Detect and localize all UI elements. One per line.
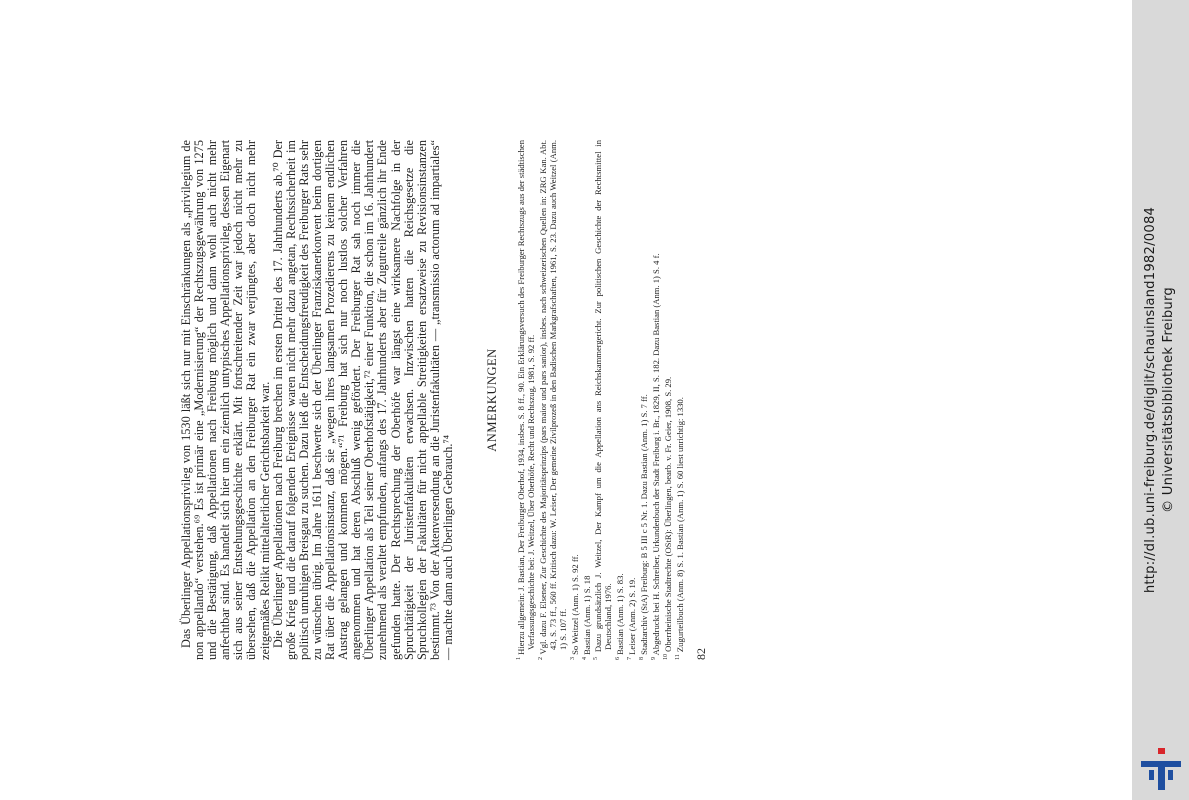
sidebar	[1132, 0, 1189, 800]
footnote: $^6$ Bastian (Anm. 1) S. 83.	[615, 573, 626, 660]
footnote: $^9$ Abgedruckt bei H. Schreiber, Urkundenbuch der Stadt Freiburg i. Br., 1829, II, S. 182. Dazu Bastian (Anm. 1) S. 4 f.	[650, 253, 661, 660]
body-paragraph-1: Das Überlinger Appellationsprivileg von 1530 läßt sich nur mit Einschränkungen als „privilegium de non appellando“ verstehen.⁶⁹ Es ist primär eine „Modernisierung“ der Rechtszugsgewährung von 1275 und die Bestätigung, daß Appellationen nach Freiburg möglich und dann wohl auch nicht mehr anfechtbar sind. Es handelt sich hier um ein ziemlich untypisches Appellationsprivileg, dessen Eigenart sich aus seiner Entstehungsgeschichte erklärt. Mit fortschreitender Zeit war jedoch nicht mehr zu übersehen, daß die Appellation an den Freiburger Rat ein zwar verjüngtes, aber doch nicht mehr zeitgemäßes Relikt mittelalterlicher Gerichtsbarkeit war.	[179, 140, 272, 660]
footnote: $^{10}$ Oberrheinische Stadtrechte (OStR): Überlingen, bearb. v. Fr. Geier, 1908, S. 29.	[662, 376, 673, 660]
footnote: $^4$ Bastian (Anm. 1) S. 18	[581, 575, 592, 660]
body-paragraph-2: Die Überlinger Appellationen nach Freiburg brechen im ersten Drittel des 17. Jahrhunderts ab.⁷⁰ Der große Krieg und die darauf folgenden Ereignisse waren nicht mehr dazu angetan, Rechtssicherheit im politisch unruhigen Breisgau zu suchen. Dazu ließ die Entscheidungsfreudigkeit des Freiburger Rats sehr zu wünschen übrig. Im Jahre 1611 beschwerte sich der Überlinger Franziskanerkonvent beim dortigen Rat über die Appellationsinstanz, daß sie „wegen ihres langsamen Prozedierens zu keinem endlichen Austrag gelangen und kommen mögen.“⁷¹ Freiburg hat sich nur noch lustlos solcher Verfahren angenommen und hat deren Abschluß wenig gefördert. Der Freiburger Rat sah noch immer die Überlinger Appellation als Teil seiner Oberhofstätigkeit,⁷² einer Funktion, die schon im 16. Jahrhundert zunehmend als veraltet empfunden, anfangs des 17. Jahrhunderts aber für Zugutreile gänzlich ihr Ende gefunden hatte. Der Rechtsprechung der Oberhöfe war längst eine wirksamere Nachfolge in der Spruchtätigkeit der Juristenfakultäten erwachsen. Inzwischen hatten die Reichsgesetze die Spruchkollegien der Fakultäten für nicht appellable Streitigkeiten ersatzweise zu Revisionsinstanzen bestimmt.⁷³ Von der Aktenversendung an die Juristenfakultäten — „transmissio actorum ad impartiales“ — machte dann auch Überlingen Gebrauch.⁷⁴	[270, 140, 455, 660]
footnote: $^7$ Leiser (Anm. 2) S. 19.	[626, 577, 637, 660]
footnote: $^2$ Vgl. dazu F. Elsener, Zur Geschichte des Majoritätsprinzips (pars maior und pars sanior), insbes. nach schweizerischen Quellen in: ZRG Kan. Abt. 43, S. 73 ff., 560 ff. Kritisch dazu: W. Leiser, Der gemeine Zivilprozeß in den Badischen Markgrafschaften, 1961, S. 23. Dazu auch Weitzel (Anm. 1) S. 107 ff.	[537, 140, 568, 660]
page-text-block	[180, 140, 709, 660]
footnote: $^8$ Stadtarchiv (StA) Freiburg: B 5 III c 5 Nr. 1. Dazu Bastian (Anm. 1) S. 7 ff.	[638, 394, 649, 660]
footnote: $^{11}$ Zugurteilbuch (Anm. 8) S. 1. Bastian (Anm. 1) S. 60 liest unrichtig: 1330.	[674, 397, 685, 660]
sidebar-text	[1142, 0, 1178, 800]
copyright-notice: © Universitätsbibliothek Freiburg	[1161, 287, 1176, 513]
footnote: $^3$ So Weitzel (Anm. 1) S. 92 ff.	[569, 554, 580, 660]
page-number: 82	[694, 648, 709, 660]
notes-heading: ANMERKUNGEN	[484, 348, 499, 452]
footnote: $^5$ Dazu grundsätzlich J. Weitzel, Der Kampf um die Appellation ans Reichskammergericht. Zur politischen Geschichte der Rechtsmittel in Deutschland, 1976.	[593, 140, 614, 660]
footnotes-list	[514, 140, 684, 660]
permalink-url[interactable]: http://dl.ub.uni-freiburg.de/diglit/schauinsland1982/0084	[1143, 206, 1158, 594]
footnote: $^1$ Hierzu allgemein: J. Bastian, Der Freiburger Oberhof, 1934, insbes. S. 8 ff., 90. Ein Erklärungsversuch des Freiburger Rechtszugs aus der städtischen Verfassungsgeschichte bei: J. Weitzel, Über Oberhöfe, Recht und Rechtszug, 1981, S. 92 ff.	[515, 140, 536, 660]
ub-freiburg-logo-icon[interactable]	[1141, 748, 1181, 790]
